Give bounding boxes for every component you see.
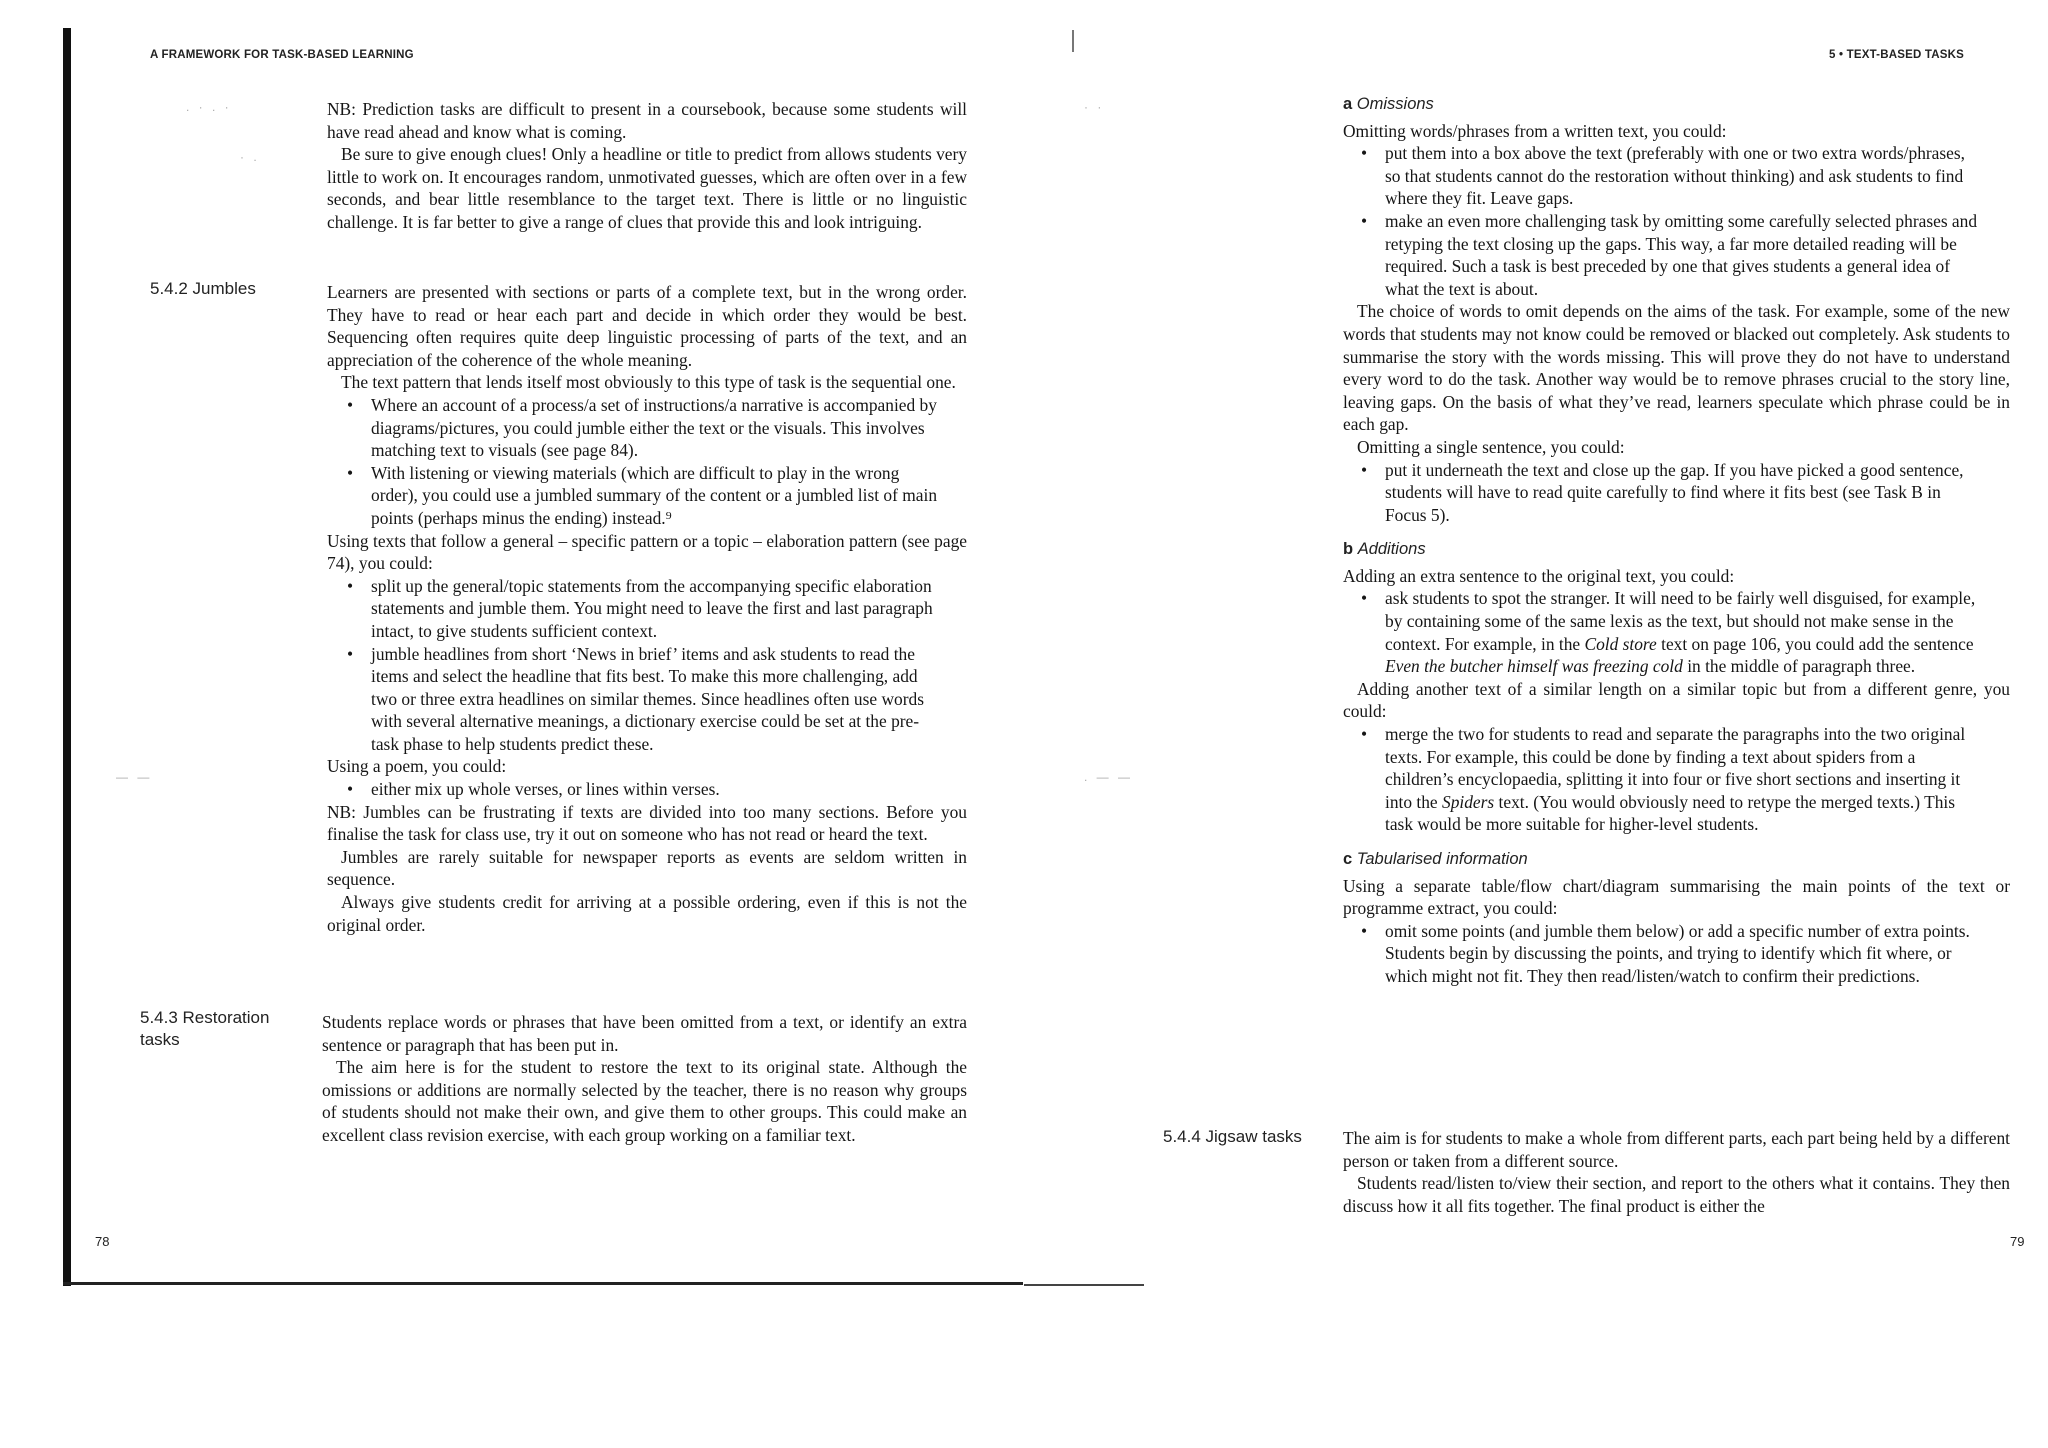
list-item: • put them into a box above the text (preferably with one or two extra words/phrases, so that students cannot do the restoration without thinking) and ask students to find where they fit. Leave gaps. [1361, 143, 1966, 209]
paragraph: Be sure to give enough clues! Only a headline or title to predict from allows students very little to work on. It encourages random, unmotivated guesses, which are often over in a few seconds, and bear little resemblance to the target text. There is little or no linguistic challenge. It is far better to give a range of clues that provide this and look intriguing. [327, 144, 967, 232]
subsection-heading [1343, 848, 2010, 871]
paragraph: Students replace words or phrases that have been omitted from a text, or identify an extra sentence or paragraph that has been put in. [322, 1012, 967, 1055]
text-run: text on page 106, you could add the sentence [1656, 633, 1974, 654]
text-run: merge the two for students to read and separate the paragraphs into the two original texts. For example, this could be done by finding a text about spiders from a children’s encyclopaedia, splitting it into four or five short sections and inserting it into the [1385, 724, 1966, 812]
list-item: • make an even more challenging task by omitting some carefully selected phrases and retyping the text closing up the gaps. This way, a far more detailed reading will be required. Such a task is best preceded by one that gives students a general idea of what the text is about. [1361, 210, 1978, 299]
bullet-list [327, 394, 967, 530]
paragraph: NB: Jumbles can be frustrating if texts are divided into too many sections. Before you finalise the task for class use, try it out on someone who has not read or heard the text. [327, 801, 967, 845]
text-run: in the middle of paragraph three. [1682, 656, 1916, 677]
scan-noise: . — — [1084, 770, 1134, 784]
list-item-text: omit some points (and jumble them below) or add a specific number of extra points. Students begin by discussing the points, and trying to identify which fit where, or which might not fit. They then read/listen/watch to confirm their predictions. [1385, 920, 1970, 986]
italic-title: Cold store [1584, 633, 1657, 654]
right-page [1024, 0, 2048, 1448]
list-item: • put it underneath the text and close up the gap. If you have picked a good sentence, students will have to read quite carefully to find where it fits best (see Task B in Focus 5). [1361, 459, 1964, 525]
scan-noise: . · . · [186, 100, 232, 114]
paragraph: The aim here is for the student to restore the text to its original state. Although the omissions or additions are normally selected by the teacher, there is no reason why groups of students should not make their own, and give them to other groups. This could make an excellent class revision exercise, with each group working on a familiar text. [322, 1057, 967, 1145]
bottom-rule [1024, 1284, 1144, 1286]
list-item-text: With listening or viewing materials (which are difficult to play in the wrong order), you could use a jumbled summary of the content or a jumbled list of main points (perhaps minus the ending) instead.⁹ [371, 462, 938, 528]
bullet-list [1343, 920, 2010, 988]
subsection-heading [1343, 93, 2010, 116]
paragraph: Omitting a single sentence, you could: [1357, 436, 1625, 457]
page-number: 79 [2010, 1234, 2025, 1249]
text-run: ask students to spot the stranger. It will need to be fairly well disguised, for example, by containing some of the same lexis as the text, but should not make sense in the context. For example, in the [1385, 588, 1976, 654]
heading-line: 5.4.3 Restoration [140, 1008, 270, 1027]
bullet-list [1343, 587, 2010, 677]
bullet-list [327, 575, 967, 756]
subsection-title: Additions [1357, 540, 1426, 559]
bullet-list [1343, 459, 2010, 527]
paragraph: Learners are presented with sections or parts of a complete text, but in the wrong order. They have to read or hear each part and decide in which order they would be best. Sequencing often requires quite deep linguistic processing of parts of the text, and an appreciation of the coherence of the whole meaning. [327, 282, 967, 370]
italic-title: Spiders [1442, 791, 1495, 812]
list-item-text: split up the general/topic statements from the accompanying specific elaboration statements and jumble them. You might need to leave the first and last paragraph intact, to give students sufficient context. [371, 575, 933, 641]
heading-line: tasks [140, 1030, 180, 1049]
subsection-title: Omissions [1356, 95, 1434, 113]
list-item: • omit some points (and jumble them below) or add a specific number of extra points. Students begin by discussing the points, and trying to identify which fit where, or which might not fit. They then read/listen/watch to confirm their predictions. [1361, 920, 1970, 986]
paragraph: Using a poem, you could: [327, 756, 507, 777]
paragraph: Always give students credit for arriving at a possible ordering, even if this is not the original order. [327, 892, 967, 935]
section-heading-restoration [140, 1007, 269, 1051]
nb-prediction-block [327, 98, 967, 234]
list-item: • Where an account of a process/a set of instructions/a narrative is accompanied by diagrams/pictures, you could jumble either the text or the visuals. This involves matching text to visuals (see page 84). [347, 394, 937, 461]
page-number: 78 [95, 1234, 110, 1249]
paragraph: Using a separate table/flow chart/diagram summarising the main points of the text or programme extract, you could: [1343, 875, 2010, 919]
list-item: • jumble headlines from short ‘News in brief’ items and ask students to read the items and select the headline that fits best. To make this more challenging, add two or three extra headlines on similar themes. Since headlines often use words with several alternative meanings, a dictionary exercise could be set at the pre-task phase to help students predict these. [347, 643, 924, 754]
restoration-section [322, 1011, 967, 1147]
italic-sentence: Even the butcher himself was freezing cold [1385, 656, 1683, 677]
paragraph: NB: Prediction tasks are difficult to present in a coursebook, because some students will have read ahead and know what is coming. [327, 99, 967, 142]
subsection-letter: b [1343, 540, 1354, 559]
running-head: 5 • TEXT-BASED TASKS [1829, 49, 1964, 61]
list-item: • With listening or viewing materials (which are difficult to play in the wrong order), you could use a jumbled summary of the content or a jumbled list of main points (perhaps minus the ending) instead.⁹ [347, 462, 938, 528]
list-item-text: put them into a box above the text (preferably with one or two extra words/phrases, so that students cannot do the restoration without thinking) and ask students to find where they fit. Leave gaps. [1385, 143, 1966, 209]
scan-noise [1072, 30, 1074, 52]
restoration-subsections [1343, 93, 2010, 988]
list-item-text: jumble headlines from short ‘News in brief’ items and ask students to read the items and select the headline that fits best. To make this more challenging, add two or three extra headlines on similar themes. Since headlines often use words with several alternative meanings, a dictionary exercise could be set at the pre-task phase to help students predict these. [371, 643, 924, 754]
text-run: text. (You would obviously need to retype the merged texts.) This task would be more suitable for higher-level students. [1385, 791, 1955, 835]
subsection-heading [1343, 538, 2010, 561]
scan-noise: · · [1084, 100, 1105, 114]
list-item-text: make an even more challenging task by omitting some carefully selected phrases and retyping the text closing up the gaps. This way, a far more detailed reading will be required. Such a task is best preceded by one that gives students a general idea of what the text is about. [1385, 210, 1978, 299]
jigsaw-section [1343, 1127, 2010, 1217]
list-item-text: put it underneath the text and close up the gap. If you have picked a good sentence, students will have to read quite carefully to find where it fits best (see Task B in Focus 5). [1385, 459, 1964, 525]
paragraph: Omitting words/phrases from a written text, you could: [1343, 120, 1727, 141]
bullet-list [327, 778, 967, 801]
section-heading-jumbles: 5.4.2 Jumbles [150, 279, 256, 298]
list-item-text: Where an account of a process/a set of instructions/a narrative is accompanied by diagrams/pictures, you could jumble either the text or the visuals. This involves matching text to visuals (see page 84). [371, 394, 937, 461]
section-heading-jigsaw: 5.4.4 Jigsaw tasks [1163, 1127, 1302, 1146]
list-item: • split up the general/topic statements from the accompanying specific elaboration statements and jumble them. You might need to leave the first and last paragraph intact, to give students sufficient context. [347, 575, 933, 641]
jumbles-section [327, 281, 967, 936]
subsection-title: Tabularised information [1356, 850, 1528, 868]
bullet-list [1343, 142, 2010, 300]
subsection-letter: a [1343, 95, 1353, 113]
list-item-text: either mix up whole verses, or lines within verses. [371, 779, 720, 800]
bottom-rule [63, 1282, 1023, 1285]
running-head: A FRAMEWORK FOR TASK-BASED LEARNING [150, 49, 414, 61]
paragraph: The text pattern that lends itself most obviously to this type of task is the sequential one. [341, 372, 956, 393]
scan-noise: · . [240, 150, 260, 164]
paragraph: The choice of words to omit depends on the aims of the task. For example, some of the new words that students may not know could be removed or blacked out completely. Ask students to summarise the story with the words missing. This will prove they do not have to understand every word to do the task. Another way would be to remove phrases crucial to the story line, leaving gaps. On the basis of what they’ve read, learners speculate which phrase could be in each gap. [1343, 301, 2010, 435]
paragraph: The aim is for students to make a whole from different parts, each part being held by a different person or taken from a different source. [1343, 1128, 2010, 1171]
subsection-letter: c [1343, 850, 1353, 868]
list-item: • either mix up whole verses, or lines within verses. [347, 779, 720, 800]
scan-noise: — — [116, 770, 153, 784]
page-binding-bar [63, 28, 71, 1286]
paragraph: Adding an extra sentence to the original text, you could: [1343, 565, 1735, 586]
bullet-list [1343, 723, 2010, 836]
list-item: • ask students to spot the stranger. It will need to be fairly well disguised, for example, by containing some of the same lexis as the text, but should not make sense in the context. For example, in the Cold store text on page 106, you could add the sentence Even the butcher himself was freezing cold in the middle of paragraph three. [1361, 588, 1976, 677]
paragraph: Jumbles are rarely suitable for newspaper reports as events are seldom written in sequence. [327, 846, 967, 890]
list-item: • merge the two for students to read and separate the paragraphs into the two original texts. For example, this could be done by finding a text about spiders from a children’s encyclopaedia, splitting it into four or five short sections and inserting it into the Spiders text. (You would obviously need to retype the merged texts.) This task would be more suitable for higher-level students. [1361, 724, 1966, 835]
paragraph: Adding another text of a similar length on a similar topic but from a different genre, you could: [1343, 678, 2010, 722]
paragraph: Students read/listen to/view their section, and report to the others what it contains. They then discuss how it all fits together. The final product is either the [1343, 1173, 2010, 1216]
paragraph: Using texts that follow a general – specific pattern or a topic – elaboration pattern (see page 74), you could: [327, 530, 967, 574]
